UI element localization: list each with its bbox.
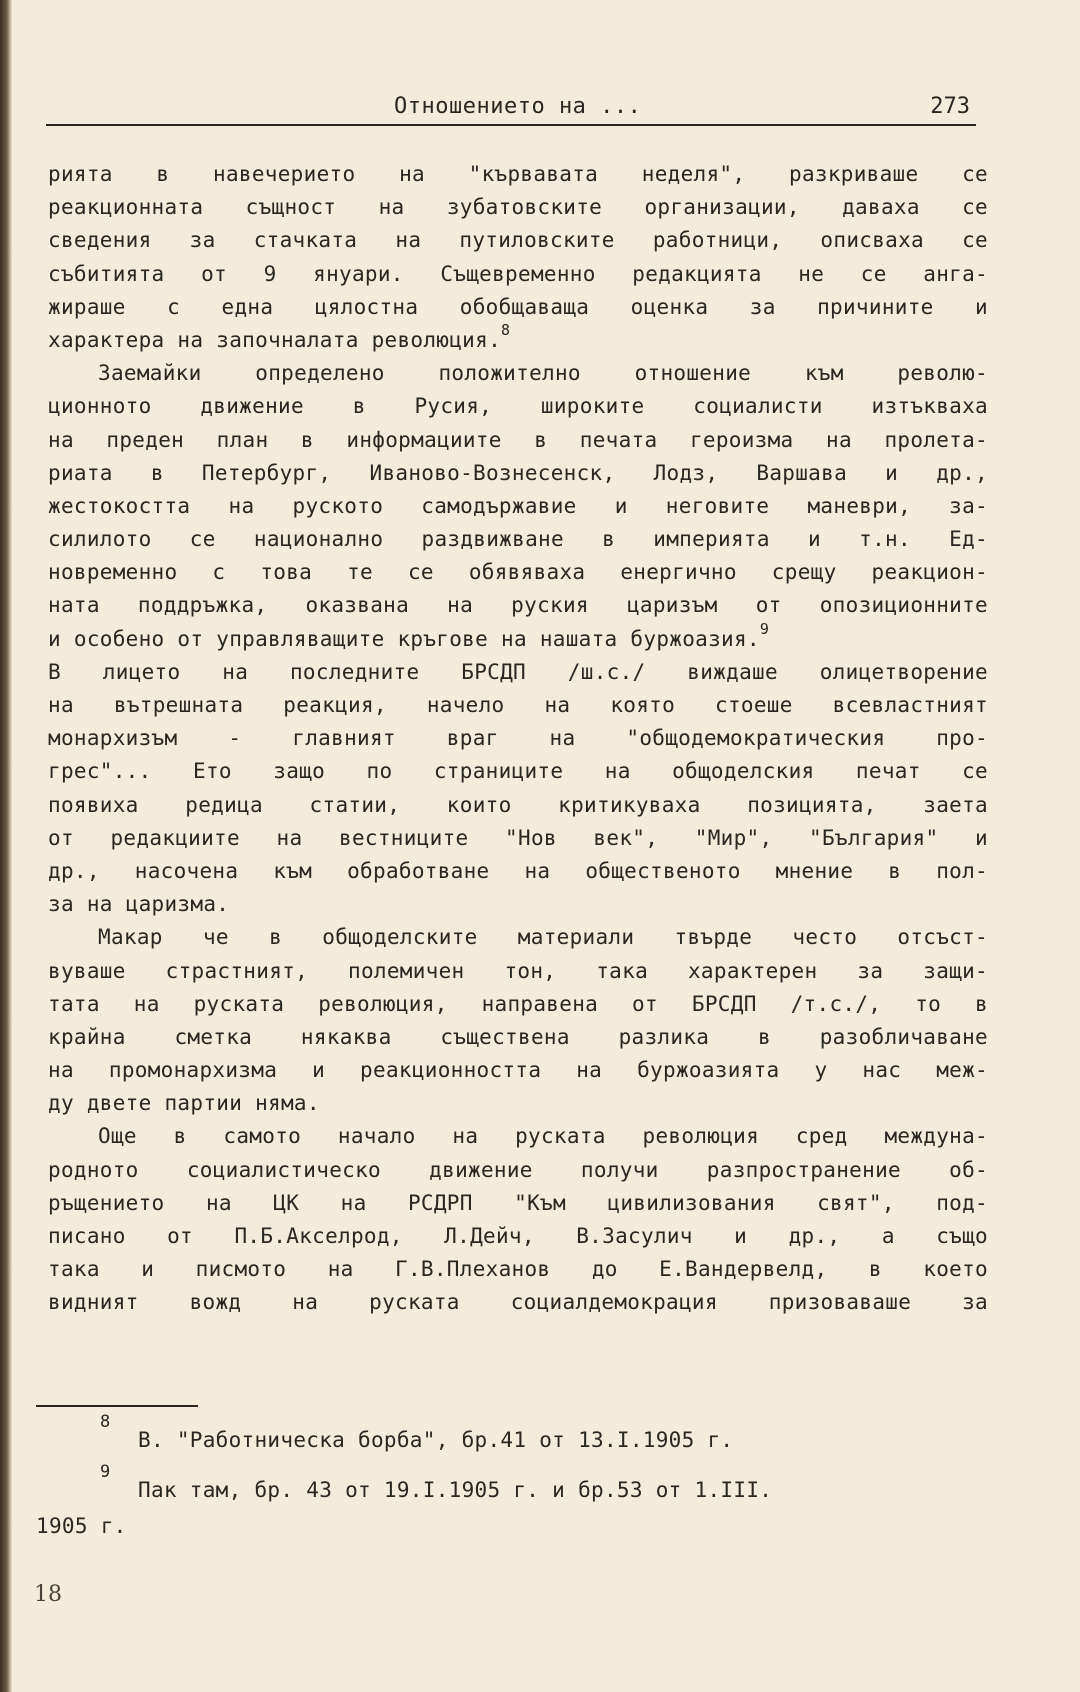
text-line: родното социалистическо движение получи разпространение об- [48,1157,988,1182]
text-line: силилото се национално раздвижване в империята и т.н. Ед- [48,527,988,552]
text-line: реакционната същност на зубатовските организации, даваха се [48,195,988,220]
text-line: на промонархизма и реакционността на буржоазията у нас меж- [48,1058,988,1083]
text-line: сведения за стачката на путиловските работници, описваха се [48,228,988,253]
text-line: вуваше страстният, полемичен тон, така характерен за защи- [48,958,988,983]
text-line: грес"... Ето защо по страниците на общоделския печат се [48,759,988,784]
running-title: Отношението на ... [394,94,642,119]
footnote-number: 8 [100,1412,111,1432]
footnote-text: В. "Работническа борба", бр.41 от 13.I.1905 г. [138,1428,734,1452]
text-line: др., насочена към обработване на общественото мнение в пол- [48,858,988,883]
text-line: жестокостта на руското самодържавие и неговите маневри, за- [48,493,988,518]
text-line: ната поддръжка, оказвана на руския царизъм от опозиционните [48,593,988,618]
text-line: видният вожд на руската социалдемокрация призоваваше за [48,1290,988,1315]
footnote-separator [36,1405,198,1407]
text-line: Заемайки определено положително отношение към револю- [98,361,988,386]
text-line: за на царизма. [48,892,230,917]
text-line: появиха редица статии, които критикуваха позицията, заета [48,792,988,817]
footnote-ref: 9 [759,619,770,638]
text-line: В лицето на последните БРСДП /ш.с./ виждаше олицетворение [48,659,988,684]
text-line: тата на руската революция, направена от БРСДП /т.с./, то в [48,991,988,1016]
running-header [46,88,976,126]
text-line: на преден план в информациите в печата героизма на пролета- [48,427,988,452]
text-line: писано от П.Б.Акселрод, Л.Дейч, В.Засулич и др., а също [48,1224,988,1248]
text-line: монархизъм - главният враг на "общодемократическия про- [48,726,988,751]
text-line: риата в Петербург, Иваново-Вознесенск, Лодз, Варшава и др., [48,460,988,485]
footnote-text: Пак там, бр. 43 от 19.I.1905 г. и бр.53 от 1.III. [138,1478,773,1502]
text-line: Още в самото начало на руската революция сред междуна- [98,1124,988,1149]
printer-sheet-mark: 18 [34,1582,62,1607]
text-line: така и писмото на Г.В.Плеханов до Е.Вандервелд, в което [48,1257,988,1282]
text-line: Макар че в общоделските материали твърде често отсъст- [98,925,988,950]
text-line [48,320,988,357]
body-text [48,158,988,1320]
text-line: събитията от 9 януари. Същевременно редакцията не се анга- [48,261,988,286]
line-text: и особено от управляващите кръгове на нашата буржоазия. [48,626,760,651]
text-line [48,619,988,656]
footnote-continuation: 1905 г. [36,1514,127,1538]
footnote-ref: 8 [501,320,511,339]
text-line: крайна сметка някаква съществена разлика в разобличаване [48,1024,988,1049]
text-line: рията в навечерието на "кървавата неделя", разкриваше се [48,162,988,186]
text-line: от редакциите на вестниците "Нов век", "Мир", "България" и [48,825,988,850]
footnote-number: 9 [100,1462,111,1482]
text-line: ръщението на ЦК на РСДРП "Към цивилизования свят", под- [48,1190,988,1215]
page-number: 273 [930,94,970,119]
text-line: на вътрешната реакция, начело на която стоеше всевластният [48,693,988,717]
text-line: ционното движение в Русия, широките социалисти изтъкваха [48,394,988,419]
line-text: характера на започналата революция. [48,327,502,352]
book-spine-shadow [0,0,12,1692]
text-line: ду двете партии няма. [48,1091,320,1116]
text-line: новременно с това те се обявяваха енергично срещу реакцион- [48,560,988,585]
text-line: жираше с една цялостна обобщаваща оценка за причините и [48,294,988,319]
